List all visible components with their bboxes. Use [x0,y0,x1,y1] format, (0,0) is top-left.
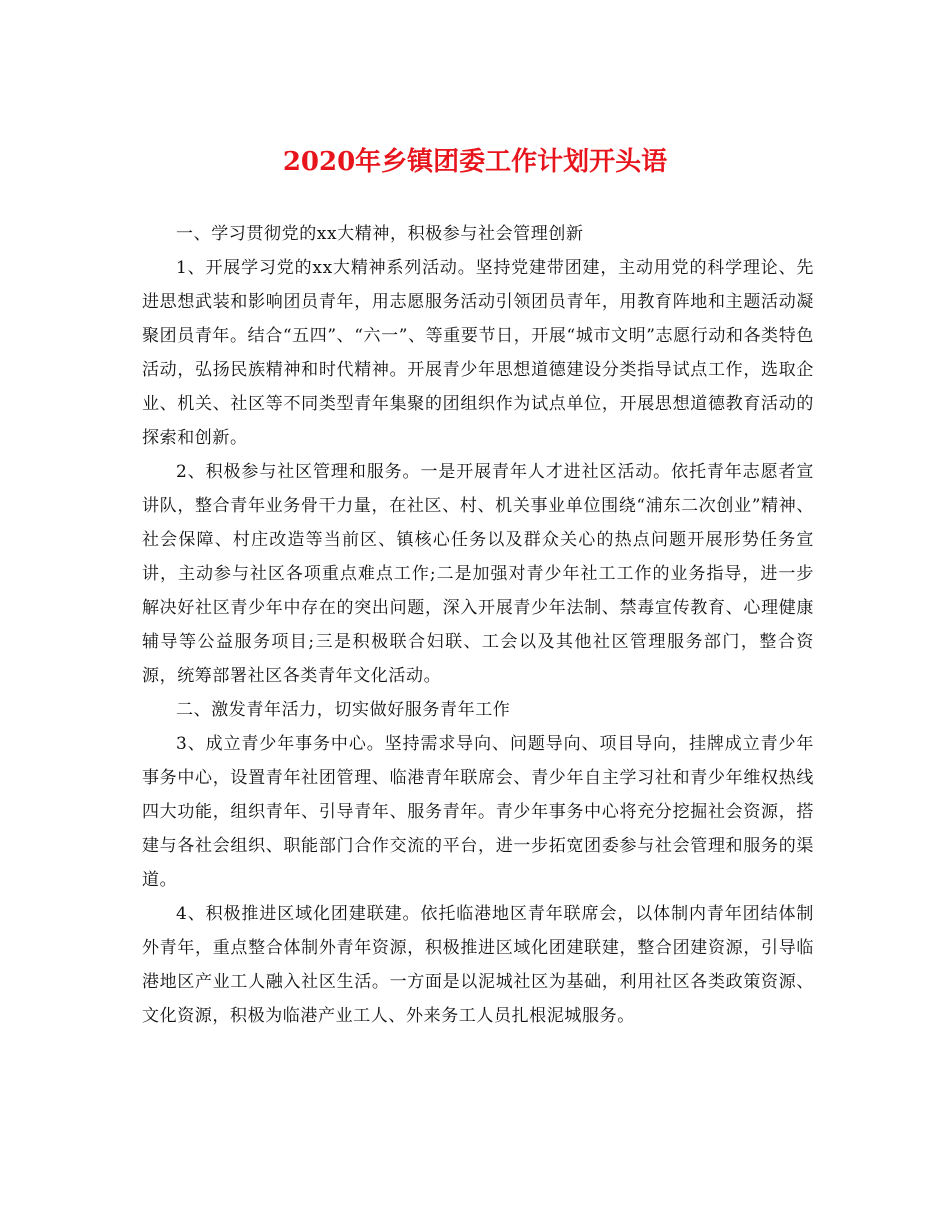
page-title: 2020年乡镇团委工作计划开头语 [282,147,668,177]
paragraph-item-1: 1、开展学习党的xx大精神系列活动。坚持党建带团建，主动用党的科学理论、先进思想武装和影响团员青年，用志愿服务活动引领团员青年，用教育阵地和主题活动凝聚团员青年。结合“五四”、“六一”、等重要节日，开展“城市文明”志愿行动和各类特色活动，弘扬民族精神和时代精神。开展青少年思想道德建设分类指导试点工作，选取企业、机关、社区等不同类型青年集聚的团组织作为试点单位，开展思想道德教育活动的探索和创新。 [142,258,814,448]
section-heading-2: 二、激发青年活力，切实做好服务青年工作 [176,700,511,720]
paragraph-item-4: 4、积极推进区域化团建联建。依托临港地区青年联席会，以体制内青年团结体制外青年，重点整合体制外青年资源，积极推进区域化团建联建，整合团建资源，引导临港地区产业工人融入社区生活。一方面是以泥城社区为基础，利用社区各类政策资源、文化资源，积极为临港产业工人、外来务工人员扎根泥城服务。 [142,904,814,1026]
document-body [142,217,814,1033]
section-heading-1: 一、学习贯彻党的xx大精神，积极参与社会管理创新 [176,224,584,244]
paragraph-item-3: 3、成立青少年事务中心。坚持需求导向、问题导向、项目导向，挂牌成立青少年事务中心，设置青年社团管理、临港青年联席会、青少年自主学习社和青少年维权热线四大功能，组织青年、引导青年、服务青年。青少年事务中心将充分挖掘社会资源，搭建与各社会组织、职能部门合作交流的平台，进一步拓宽团委参与社会管理和服务的渠道。 [142,734,814,890]
paragraph-item-2: 2、积极参与社区管理和服务。一是开展青年人才进社区活动。依托青年志愿者宣讲队，整合青年业务骨干力量，在社区、村、机关事业单位围绕“浦东二次创业”精神、社会保障、村庄改造等当前区、镇核心任务以及群众关心的热点问题开展形势任务宣讲，主动参与社区各项重点难点工作;二是加强对青少年社工工作的业务指导，进一步解决好社区青少年中存在的突出问题，深入开展青少年法制、禁毒宣传教育、心理健康辅导等公益服务项目;三是积极联合妇联、工会以及其他社区管理服务部门，整合资源，统筹部署社区各类青年文化活动。 [142,462,814,686]
